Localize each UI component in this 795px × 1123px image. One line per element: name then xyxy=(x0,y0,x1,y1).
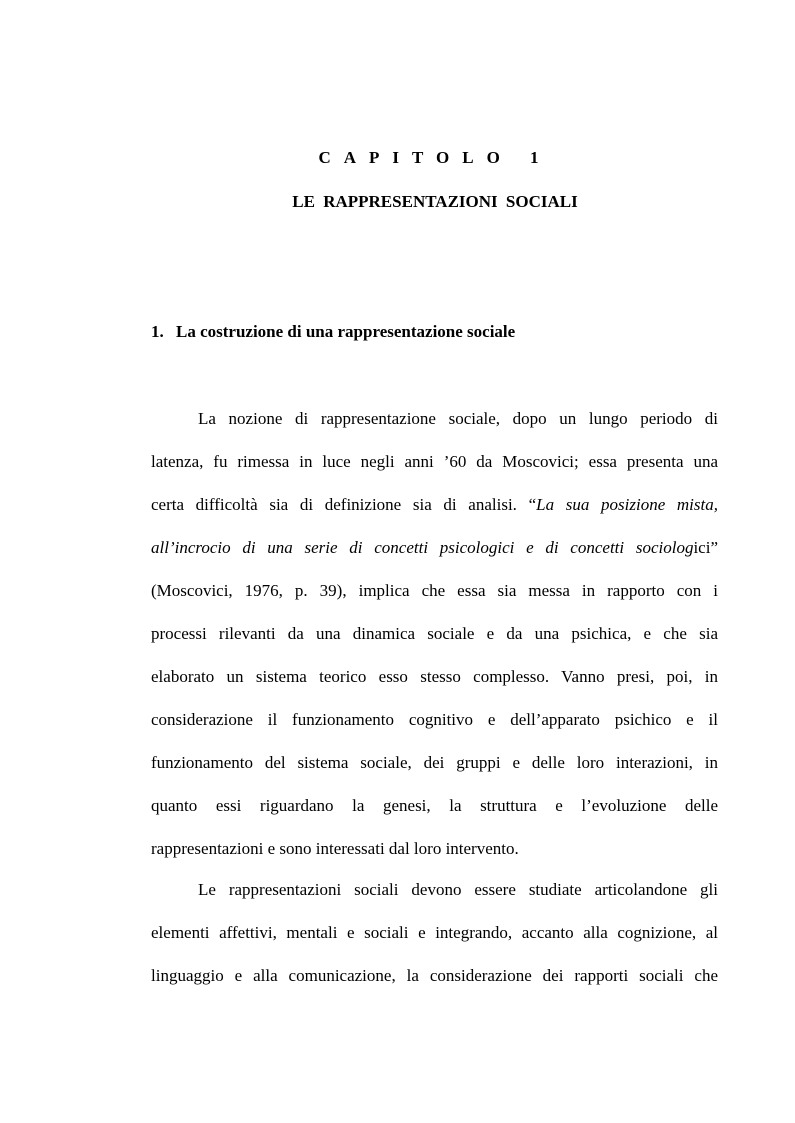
section-heading xyxy=(151,322,515,342)
paragraph-1 xyxy=(151,405,718,878)
text-line: Le rappresentazioni sociali devono essere studiate articolandone gli xyxy=(198,880,718,899)
text-line: rappresentazioni e sono interessati dal loro intervento. xyxy=(151,839,519,858)
section-number: 1. xyxy=(151,322,164,341)
text-line: elementi affettivi, mentali e sociali e integrando, accanto alla cognizione, al xyxy=(151,923,718,942)
text-line: elaborato un sistema teorico esso stesso complesso. Vanno presi, poi, in xyxy=(151,667,718,686)
text-run: certa difficoltà sia di definizione sia di analisi. “ xyxy=(151,495,537,514)
text-line: considerazione il funzionamento cognitivo e dell’apparato psichico e il xyxy=(151,710,718,729)
quote-italic: all’incrocio di una serie di concetti psicologici e di concetti sociolog xyxy=(151,538,694,557)
chapter-label: CAPITOLO 1 xyxy=(318,148,552,167)
chapter-title: LE RAPPRESENTAZIONI SOCIALI xyxy=(292,192,578,211)
text-run: ici” xyxy=(693,538,718,557)
text-line xyxy=(151,491,718,534)
text-line: linguaggio e alla comunicazione, la considerazione dei rapporti sociali che xyxy=(151,966,718,985)
paragraph-2 xyxy=(151,876,718,1005)
text-line: funzionamento del sistema sociale, dei gruppi e delle loro interazioni, in xyxy=(151,753,718,772)
text-line: quanto essi riguardano la genesi, la struttura e l’evoluzione delle xyxy=(151,796,718,815)
section-title: La costruzione di una rappresentazione sociale xyxy=(176,322,516,341)
quote-italic: La sua posizione mista, xyxy=(536,495,718,514)
text-line: (Moscovici, 1976, p. 39), implica che essa sia messa in rapporto con i xyxy=(151,581,718,600)
text-line xyxy=(151,534,718,577)
text-line: processi rilevanti da una dinamica sociale e da una psichica, e che sia xyxy=(151,624,718,643)
text-line: La nozione di rappresentazione sociale, dopo un lungo periodo di xyxy=(198,409,718,428)
text-line: latenza, fu rimessa in luce negli anni ’60 da Moscovici; essa presenta una xyxy=(151,452,718,471)
